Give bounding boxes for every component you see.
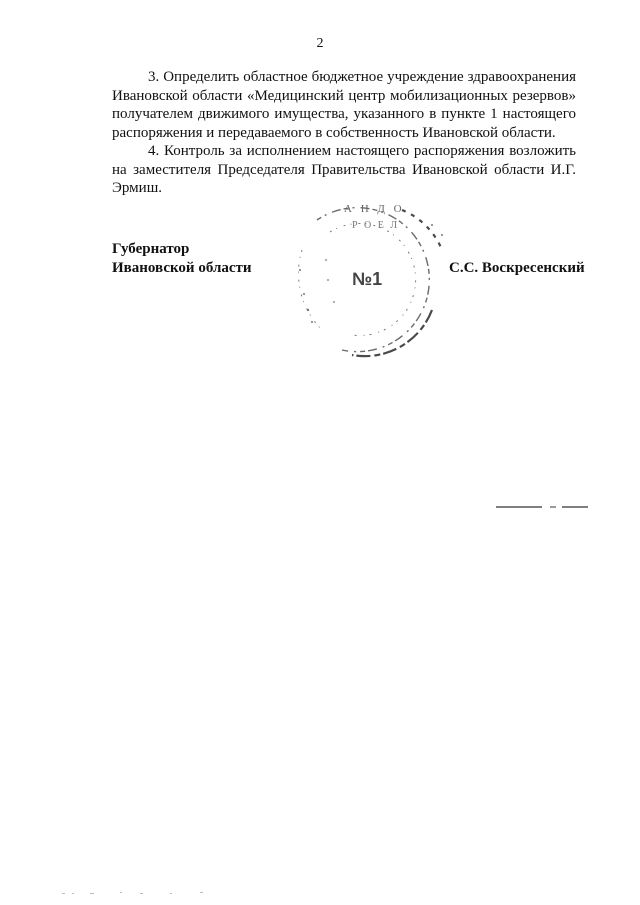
signatory-name: С.С. Воскресенский xyxy=(449,259,585,276)
signatory-title xyxy=(112,240,252,277)
stamp-text-top: А Н Д О xyxy=(344,203,405,215)
paragraph-3: 3. Определить областное бюджетное учреждение здравоохранения Ивановской области «Медицинский центр мобилизационных резервов» получателем движимого имущества, указанного в пункте 1 настоящего распоряжения и передаваемого в собственность Ивановской области. xyxy=(112,69,576,141)
margin-mark xyxy=(496,505,588,509)
stamp-number: №1 xyxy=(352,269,383,289)
paragraph-4: 4. Контроль за исполнением настоящего распоряжения возложить на заместителя Председателя Правительства Ивановской области И.Г. Эрмиш. xyxy=(112,143,576,196)
page-number: 2 xyxy=(316,36,324,51)
signatory-title-line2: Ивановской области xyxy=(112,259,252,276)
stamp-text-mid: Р О Е Л xyxy=(352,220,400,231)
document-body xyxy=(112,68,576,198)
scan-artifact xyxy=(60,890,220,896)
official-seal-icon xyxy=(282,190,452,365)
signatory-title-line1: Губернатор xyxy=(112,241,190,257)
